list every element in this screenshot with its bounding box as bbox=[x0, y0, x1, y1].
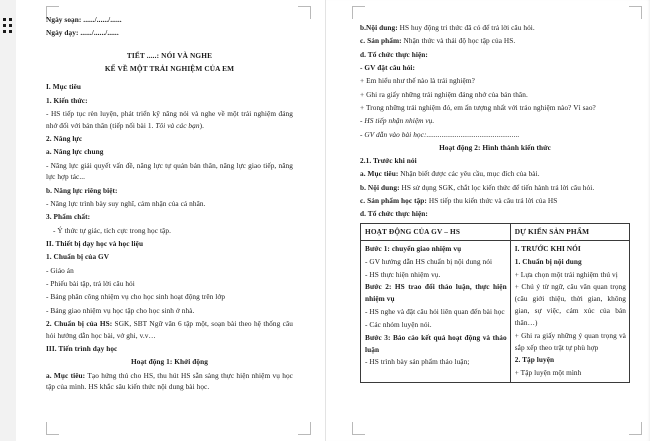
product-practice-item-1: + Tập luyện một mình bbox=[514, 368, 582, 378]
teacher-question-1: + Em hiểu như thế nào là trải nghiệm? bbox=[360, 76, 475, 86]
activity-2-heading: Hoạt động 2: Hình thành kiến thức bbox=[439, 142, 551, 152]
knowledge-book-title: Tôi và các bạn bbox=[155, 120, 200, 130]
margin-crop-mark-bottom-right bbox=[298, 422, 311, 435]
activity-1-organization-heading: d. Tổ chức thực hiện: bbox=[360, 49, 428, 59]
activity-2-objective-label: a. Mục tiêu: bbox=[360, 169, 399, 179]
student-prep-paragraph bbox=[46, 318, 293, 342]
activity-1-objective-text: Tạo hứng thú cho HS, thu hút HS sẵn sàng thực hiện nhiệm vụ học tập của mình. HS khắc sâu kiến thức nội dung bài học. bbox=[46, 370, 293, 392]
activity-1-heading: Hoạt động 1: Khởi động bbox=[130, 357, 208, 367]
table-header-row bbox=[361, 224, 630, 241]
activity-1-content-label: b.Nội dung: bbox=[360, 23, 398, 32]
activity-1-content-text: HS huy động tri thức đã có để trả lời câu hỏi. bbox=[397, 23, 535, 32]
lesson-title-line-1: TIẾT .....: NÓI VÀ NGHE bbox=[126, 50, 213, 60]
margin-crop-mark-bottom-left bbox=[46, 422, 59, 435]
activity-2-content-text: HS sử dụng SGK, chắt lọc kiến thức để tiến hành trả lời câu hỏi. bbox=[399, 182, 595, 192]
date-taught-line: Ngày dạy: ....../....../...... bbox=[46, 28, 119, 38]
teacher-intro-lesson-dots: ................................................. bbox=[426, 129, 520, 139]
step-2-heading: Bước 2: HS trao đổi thảo luận, thực hiện nhiệm vụ bbox=[365, 282, 507, 304]
table-cell-products bbox=[510, 241, 629, 383]
table-row bbox=[361, 241, 630, 383]
page-left-body bbox=[22, 14, 307, 393]
page-right-body bbox=[348, 14, 634, 383]
activity-2-product-text: HS tiếp thu kiến thức và câu trả lời của HS bbox=[426, 196, 558, 206]
subsection-knowledge-heading: 1. Kiến thức: bbox=[46, 95, 88, 105]
step-3-heading: Bước 3: Báo cáo kết quả hoạt động và thảo luận bbox=[365, 332, 507, 354]
activity-2-objective-paragraph bbox=[360, 168, 630, 180]
subsection-general-competency-heading: a. Năng lực chung bbox=[46, 147, 104, 157]
document-page-right[interactable] bbox=[325, 0, 650, 441]
product-practice-heading: 2. Tập luyện bbox=[514, 355, 555, 365]
student-receives-task-note: - HS tiếp nhận nhiệm vụ. bbox=[360, 116, 435, 126]
teacher-question-2: + Ghi ra giấy những trải nghiệm đáng nhớ của bản thân. bbox=[360, 89, 528, 99]
product-prep-heading: 1. Chuẩn bị nội dung bbox=[514, 256, 582, 266]
margin-crop-mark-bottom-left bbox=[352, 422, 365, 435]
step-2-detail-2: - Các nhóm luyện nói. bbox=[365, 319, 432, 329]
activity-1-product-text: Nhận thức và thái độ học tập của HS. bbox=[401, 36, 516, 46]
activity-1-product-label: c. Sản phẩm: bbox=[360, 36, 402, 46]
teacher-question-lead: - GV đặt câu hỏi: bbox=[360, 62, 416, 72]
general-competency-body: - Năng lực giải quyết vấn đề, năng lực tự quản bản thân, năng lực giao tiếp, năng lực hợp tác... bbox=[46, 160, 293, 182]
table-header-expected-product: DỰ KIẾN SẢN PHẨM bbox=[510, 224, 629, 241]
section-process-heading: III. Tiến trình dạy học bbox=[46, 344, 118, 353]
subsection-competency-heading: 2. Năng lực bbox=[46, 134, 83, 143]
product-section-heading: I. TRƯỚC KHI NÓI bbox=[514, 244, 581, 253]
knowledge-body-paragraph bbox=[46, 108, 293, 132]
activity-2-content-label: b. Nội dung: bbox=[360, 182, 400, 192]
date-prepared-line: Ngày soạn: ....../....../...... bbox=[46, 15, 122, 24]
activity-1-objective-paragraph bbox=[46, 370, 293, 394]
teacher-prep-item-4: - Bảng giao nhiệm vụ học tập cho học sinh ở nhà. bbox=[46, 305, 195, 315]
knowledge-body-tail: ). bbox=[199, 120, 204, 130]
student-prep-text: SGK, SBT Ngữ văn 6 tập một, soạn bài theo hệ thống câu hỏi hướng dẫn học bài, vở ghi, v.v… bbox=[46, 318, 293, 340]
table-cell-activities bbox=[361, 241, 511, 383]
viewer-left-gutter bbox=[0, 0, 16, 441]
subsection-specific-competency-heading: b. Năng lực riêng biệt: bbox=[46, 185, 118, 195]
teacher-intro-lesson-note bbox=[360, 129, 630, 141]
activity-table bbox=[360, 223, 630, 383]
student-prep-label: 2. Chuẩn bị của HS: bbox=[46, 318, 113, 328]
activity-2-product-paragraph bbox=[360, 195, 630, 207]
activity-2-organization-heading: d. Tổ chức thực hiện: bbox=[360, 209, 428, 219]
step-3-detail-1: - HS trình bày sản phẩm thảo luận; bbox=[365, 357, 470, 367]
teacher-intro-lesson-label: - GV dẫn vào bài học: bbox=[360, 129, 427, 139]
subsection-quality-heading: 3. Phẩm chất: bbox=[46, 212, 91, 222]
table-header-teacher-student: HOẠT ĐỘNG CỦA GV – HS bbox=[361, 224, 511, 241]
teacher-prep-item-1: - Giáo án bbox=[46, 265, 74, 275]
teacher-prep-heading: 1. Chuẩn bị của GV bbox=[46, 252, 110, 262]
activity-1-content-paragraph bbox=[360, 22, 630, 34]
knowledge-body-text: - HS tiếp tục rèn luyện, phát triển kỹ năng nói và nghe về một trải nghiệm đáng nhớ đối với bản thân (tiếp nối bài 1. bbox=[46, 108, 293, 130]
product-prep-item-3: + Ghi ra giấy những ý quan trọng và sắp xếp theo trật tự phù hợp bbox=[514, 330, 626, 352]
activity-2-content-paragraph bbox=[360, 182, 630, 194]
lesson-title-line-2: KỂ VỀ MỘT TRẢI NGHIỆM CỦA EM bbox=[104, 63, 235, 73]
product-prep-item-1: + Lựa chọn một trải nghiệm thú vị bbox=[514, 269, 618, 279]
section-objectives-heading: I. Mục tiêu bbox=[46, 82, 82, 92]
margin-crop-mark-bottom-right bbox=[629, 422, 642, 435]
step-2-detail-1: - HS nghe và đặt câu hỏi liên quan đến bài học bbox=[365, 307, 505, 317]
section-equipment-heading: II. Thiết bị dạy học và học liệu bbox=[46, 239, 144, 248]
step-1-heading: Bước 1: chuyển giao nhiệm vụ bbox=[365, 244, 462, 253]
quality-body: - Ý thức tự giác, tích cực trong học tập. bbox=[53, 225, 171, 235]
teacher-prep-item-3: - Bảng phân công nhiệm vụ cho học sinh hoạt động trên lớp bbox=[46, 292, 226, 302]
product-prep-item-2: + Chú ý từ ngữ, câu văn quan trọng (câu giới thiệu, thời gian, không gian, sự việc, cảm xúc của bản thân…) bbox=[514, 282, 626, 327]
subsection-before-speaking-heading: 2.1. Trước khi nói bbox=[360, 156, 417, 166]
teacher-question-3: + Trong những trải nghiệm đó, em ấn tượng nhất với trảo nghiệm nào? Vì sao? bbox=[360, 102, 596, 112]
drag-handle-grid-icon[interactable] bbox=[3, 18, 12, 34]
activity-2-product-label: c. Sản phẩm học tập: bbox=[360, 196, 427, 206]
step-1-detail-2: - HS thực hiện nhiệm vụ. bbox=[365, 269, 441, 279]
teacher-prep-item-2: - Phiếu bài tập, trả lời câu hỏi bbox=[46, 278, 135, 288]
activity-1-product-paragraph bbox=[360, 35, 630, 47]
activity-1-objective-label: a. Mục tiêu: bbox=[46, 370, 86, 380]
specific-competency-body: - Năng lực trình bày suy nghĩ, cảm nhận của cá nhân. bbox=[46, 199, 206, 209]
step-1-detail-1: - GV hướng dẫn HS chuẩn bị nội dung nói bbox=[365, 256, 493, 266]
activity-2-objective-text: Nhận biết được các yêu cầu, mục đích của bài. bbox=[398, 169, 540, 179]
